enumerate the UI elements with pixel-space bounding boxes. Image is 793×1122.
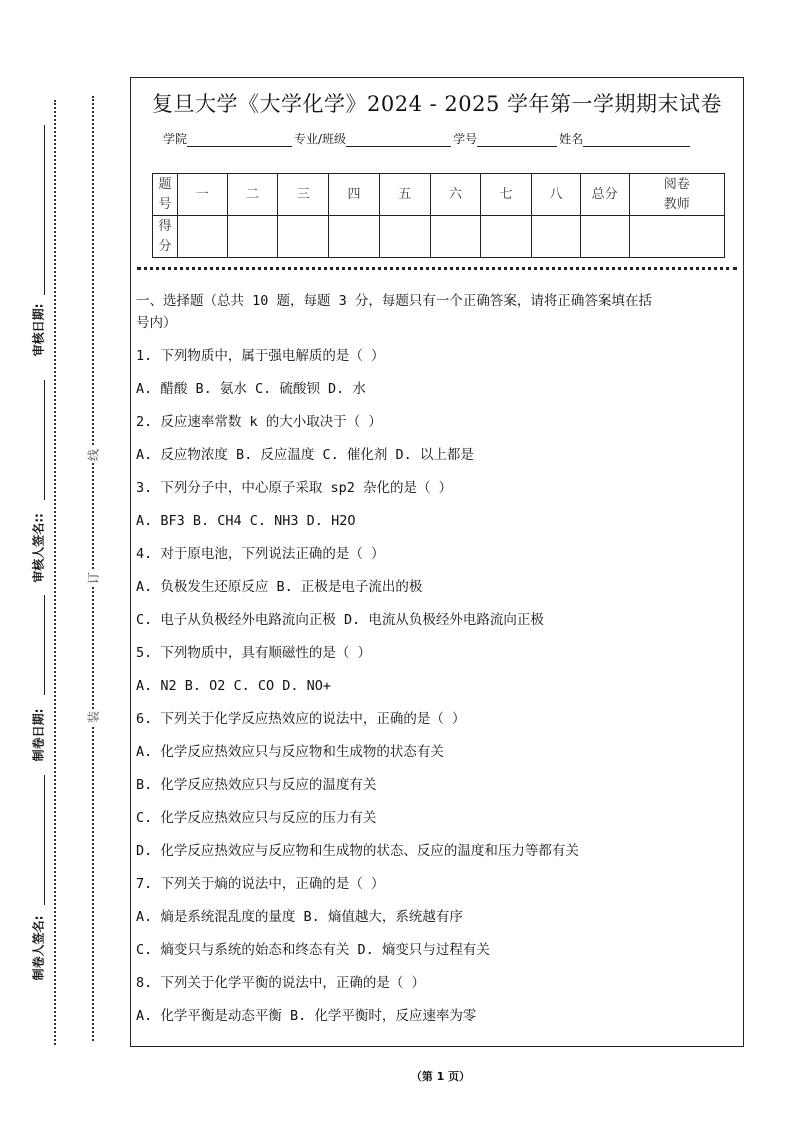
- question-text: 6. 下列关于化学反应热效应的说法中，正确的是（ ）: [136, 711, 466, 727]
- maker-date-line: [44, 595, 45, 695]
- student-id-field[interactable]: [477, 132, 557, 147]
- reviewer-sign-label: 审核人签名::: [31, 513, 46, 583]
- major-class-field[interactable]: [346, 132, 451, 147]
- answer-options: A. BF3 B. CH4 C. NH3 D. H2O: [136, 513, 356, 529]
- exam-title: 复旦大学《大学化学》2024 - 2025 学年第一学期期末试卷: [151, 92, 722, 116]
- student-id-label: 学号: [453, 132, 478, 146]
- maker-date-label: 制卷日期:: [31, 708, 46, 762]
- question-text: 3. 下列分子中，中心原子采取 sp2 杂化的是（ ）: [136, 480, 453, 496]
- score-cell[interactable]: [629, 216, 724, 258]
- name-field[interactable]: [583, 132, 690, 147]
- question-text: 1. 下列物质中，属于强电解质的是（ ）: [136, 348, 385, 364]
- major-class-label: 专业/班级: [294, 132, 347, 146]
- score-cell[interactable]: [278, 216, 329, 258]
- score-cell[interactable]: [481, 216, 532, 258]
- questions-section: [136, 290, 736, 1038]
- score-cell[interactable]: [379, 216, 430, 258]
- answer-options: A. 化学平衡是动态平衡 B. 化学平衡时，反应速率为零: [136, 1008, 477, 1024]
- college-label: 学院: [163, 132, 188, 146]
- score-cell[interactable]: [430, 216, 481, 258]
- score-column-header: 总分: [580, 174, 629, 216]
- question-text: 5. 下列物质中，具有顺磁性的是（ ）: [136, 645, 372, 661]
- student-info-row: [163, 130, 692, 147]
- score-cell[interactable]: [227, 216, 278, 258]
- binding-dotted-line-inner: [92, 96, 94, 1041]
- score-cell[interactable]: [580, 216, 629, 258]
- score-cell[interactable]: [532, 216, 581, 258]
- score-label: 得 分: [153, 216, 178, 258]
- score-column-header: 七: [481, 174, 532, 216]
- question-number-label: 题 号: [153, 174, 178, 216]
- page-number: （第 1 页）: [410, 1070, 471, 1083]
- score-cell[interactable]: [177, 216, 227, 258]
- question-text: 8. 下列关于化学平衡的说法中，正确的是（ ）: [136, 975, 426, 991]
- score-column-header: 三: [278, 174, 329, 216]
- reviewer-sign-line: [44, 380, 45, 500]
- answer-options: B. 化学反应热效应只与反应的温度有关: [136, 777, 377, 793]
- score-column-header: 一: [177, 174, 227, 216]
- score-cell[interactable]: [329, 216, 380, 258]
- binding-mark-xian: 线: [86, 448, 101, 462]
- answer-options: D. 化学反应热效应与反应物和生成物的状态、反应的温度和压力等都有关: [136, 843, 579, 859]
- reviewer-date-line: [44, 125, 45, 295]
- answer-options: C. 熵变只与系统的始态和终态有关 D. 熵变只与过程有关: [136, 942, 490, 958]
- name-label: 姓名: [559, 132, 584, 146]
- separator-dotted-line: [137, 267, 737, 270]
- binding-mark-ding: 订: [86, 571, 101, 585]
- score-column-header: 阅卷 教师: [629, 174, 724, 216]
- score-column-header: 四: [329, 174, 380, 216]
- binding-mark-zhuang: 装: [86, 710, 101, 724]
- score-column-header: 五: [379, 174, 430, 216]
- answer-options: C. 化学反应热效应只与反应的压力有关: [136, 810, 377, 826]
- college-field[interactable]: [187, 132, 292, 147]
- answer-options: A. 醋酸 B. 氨水 C. 硫酸钡 D. 水: [136, 381, 366, 397]
- score-column-header: 六: [430, 174, 481, 216]
- answer-options: C. 电子从负极经外电路流向正极 D. 电流从负极经外电路流向正极: [136, 612, 544, 628]
- maker-sign-line: [44, 775, 45, 905]
- answer-options: A. 负极发生还原反应 B. 正极是电子流出的极: [136, 579, 423, 595]
- score-column-header: 二: [227, 174, 278, 216]
- answer-options: A. 化学反应热效应只与反应物和生成物的状态有关: [136, 744, 444, 760]
- question-text: 4. 对于原电池，下列说法正确的是（ ）: [136, 546, 385, 562]
- score-column-header: 八: [532, 174, 581, 216]
- answer-options: A. 反应物浓度 B. 反应温度 C. 催化剂 D. 以上都是: [136, 447, 474, 463]
- maker-sign-label: 制卷人签名:: [31, 915, 46, 981]
- exam-page-frame: [130, 77, 744, 1047]
- reviewer-date-label: 审核日期:: [31, 303, 46, 357]
- section-heading: 号内）: [136, 315, 177, 331]
- answer-options: A. N2 B. O2 C. CO D. NO+: [136, 678, 332, 694]
- section-heading: 一、选择题（总共 10 题，每题 3 分，每题只有一个正确答案，请将正确答案填在括: [136, 293, 652, 309]
- question-text: 2. 反应速率常数 k 的大小取决于（ ）: [136, 414, 382, 430]
- answer-options: A. 熵是系统混乱度的量度 B. 熵值越大，系统越有序: [136, 909, 463, 925]
- score-table: [152, 173, 725, 258]
- question-text: 7. 下列关于熵的说法中，正确的是（ ）: [136, 876, 385, 892]
- binding-dotted-line-outer: [54, 100, 56, 1045]
